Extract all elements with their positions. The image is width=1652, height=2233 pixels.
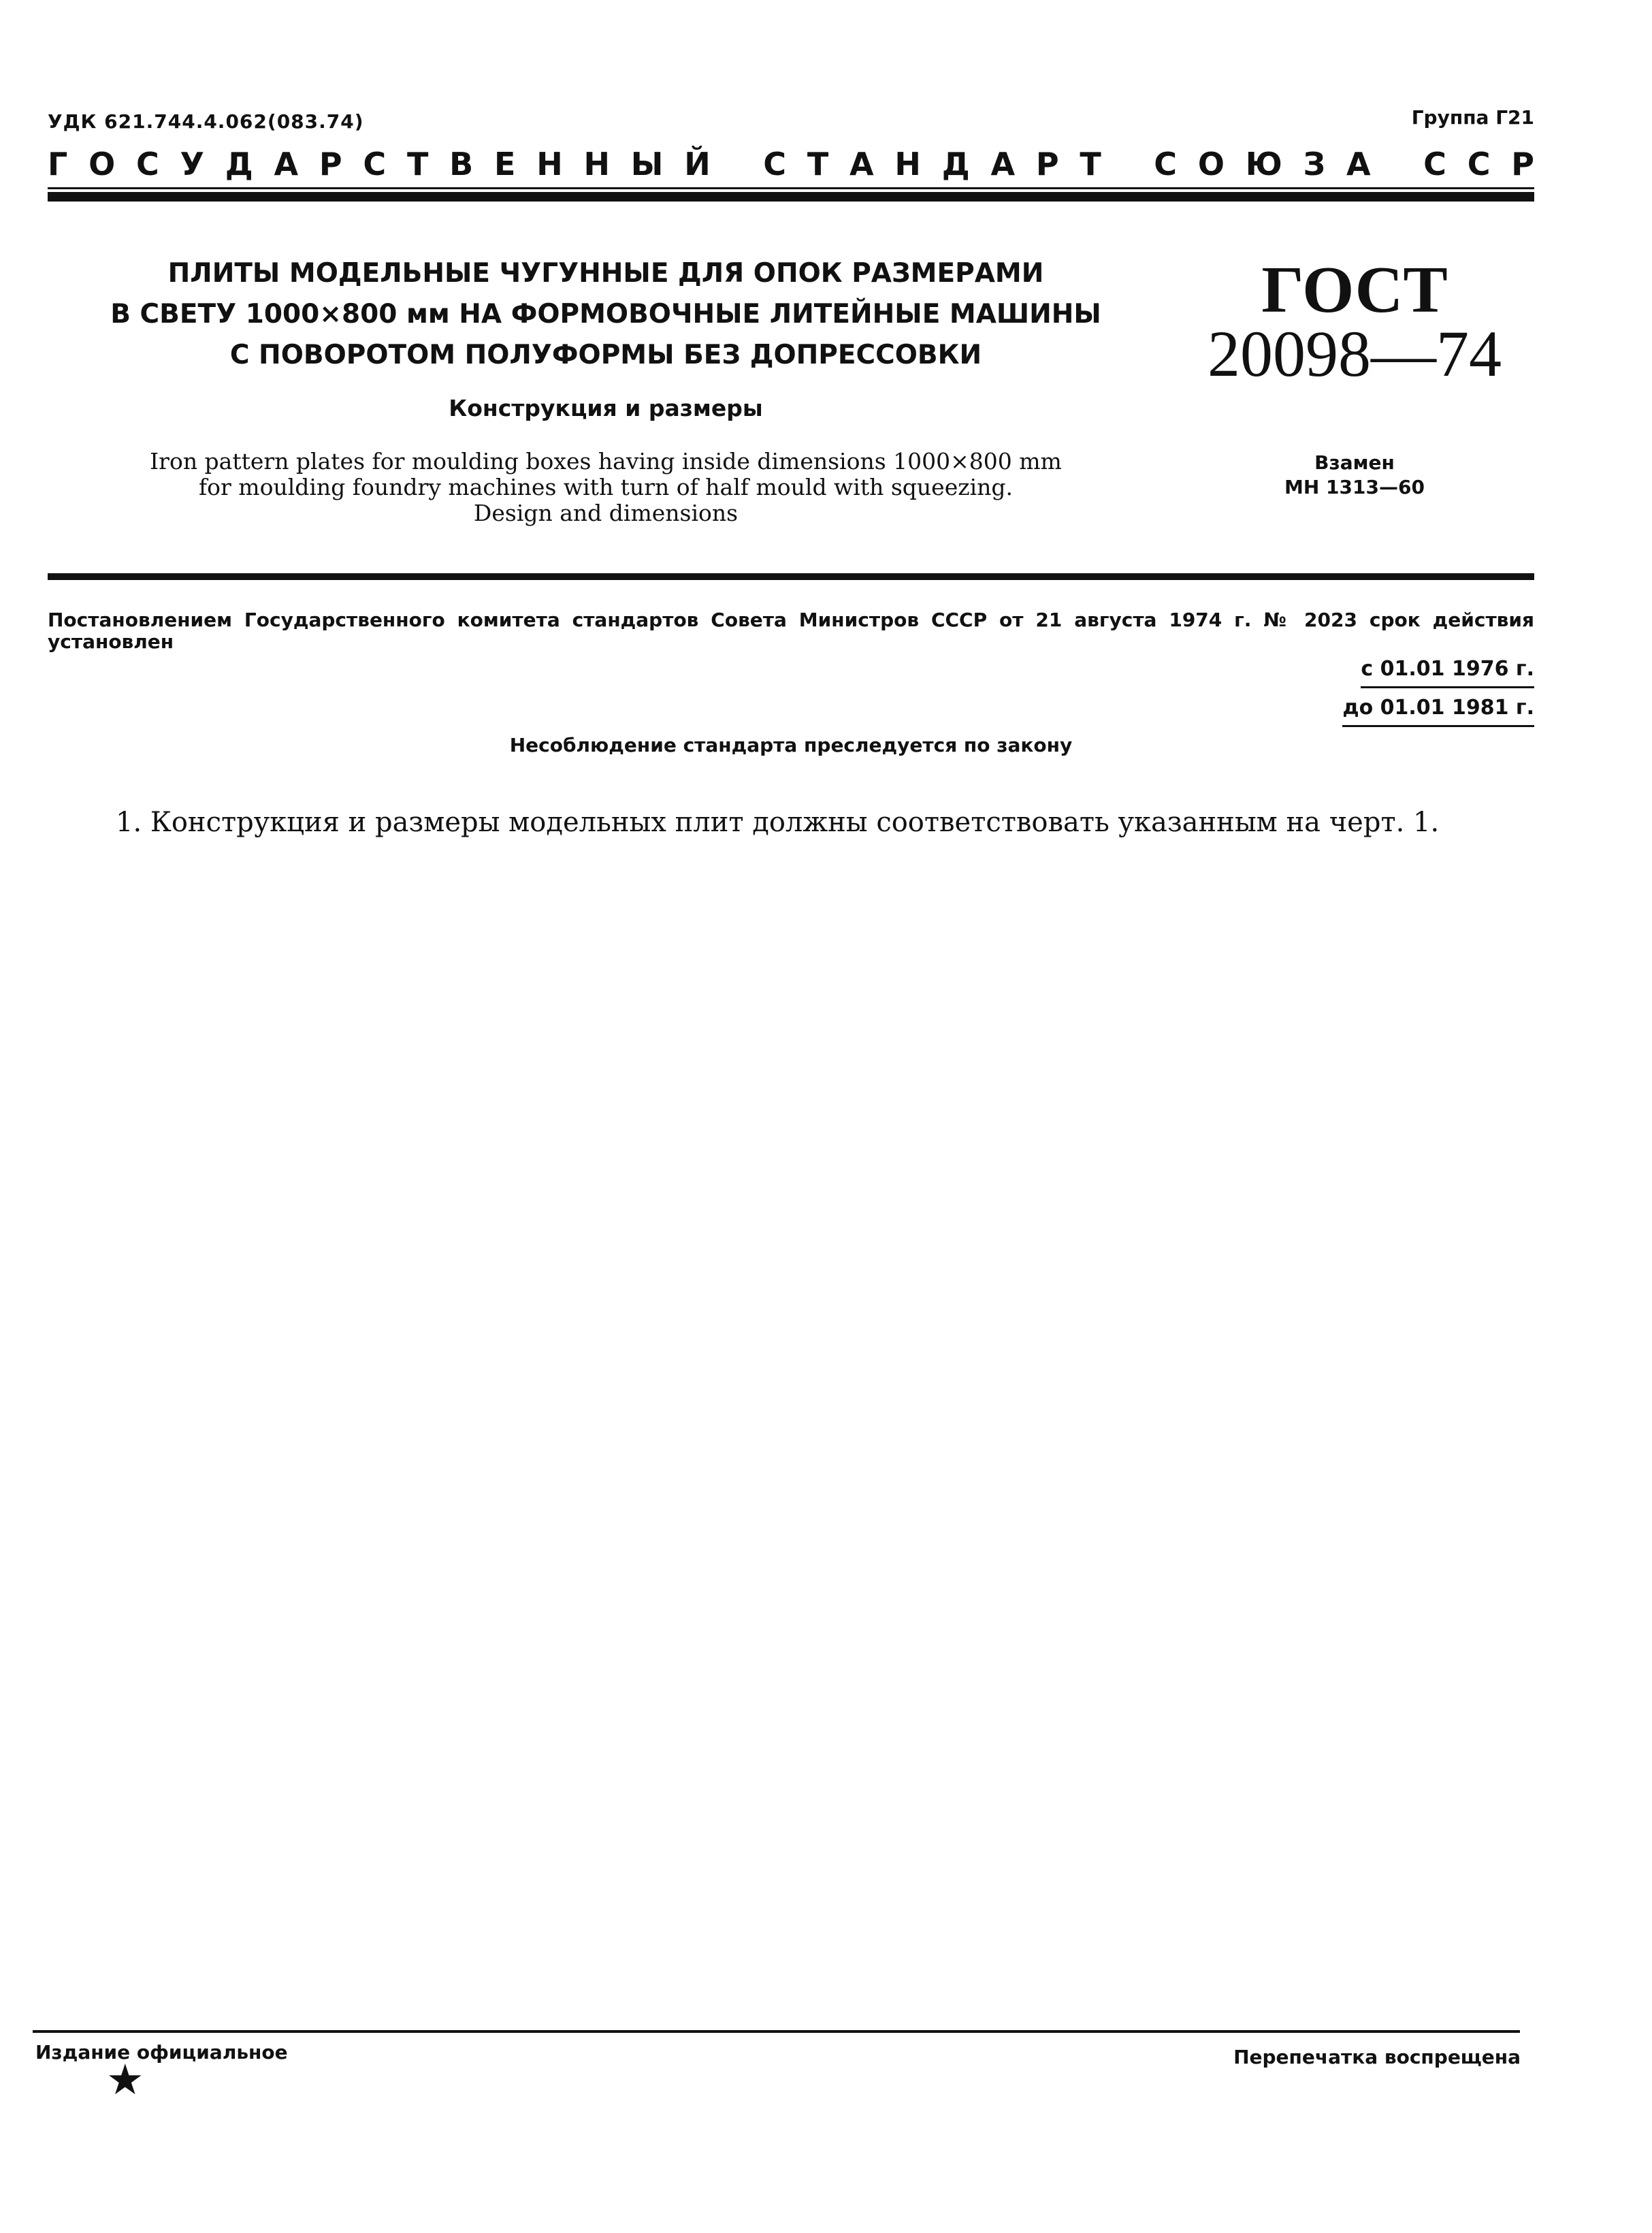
title-en-line-2: for moulding foundry machines with turn of half mould with squeezing. [198,474,1014,500]
banner-letter: Ю [1245,146,1282,182]
banner-letter [732,146,743,182]
banner-letter: А [990,146,1016,182]
official-edition: Издание официальное [35,2041,288,2063]
banner-letter: С [1423,146,1446,182]
banner-letter: О [1197,146,1225,182]
violation-notice: Несоблюдение стандарта преследуется по закону [509,734,1073,756]
banner-letter: С [363,146,387,182]
banner-letter: Р [1511,146,1534,182]
banner-letter: А [849,146,874,182]
banner-letter: С [135,146,159,182]
banner-letter [1122,146,1133,182]
replaces-label: Взамен [1314,451,1395,474]
banner-letter: Т [807,146,829,182]
banner-letter: Д [941,146,970,182]
banner-letter: Р [1035,146,1059,182]
banner-letter: А [1346,146,1371,182]
replaces-value: МН 1313—60 [1284,476,1425,498]
replaces-block [1198,451,1511,500]
header-rule-thick [48,192,1534,202]
banner-letter: Р [319,146,342,182]
section-rule [48,573,1534,580]
banner-letter: С [763,146,787,182]
banner-letter: Н [583,146,610,182]
title-en-line-3: Design and dimensions [473,500,739,526]
gost-number: 20098—74 [1208,317,1502,390]
banner-letter: Д [225,146,253,182]
gost-label: ГОСТ [1261,253,1448,327]
banner-letter [1391,146,1402,182]
banner-letter: В [449,146,474,182]
banner-letter: О [88,146,116,182]
title-line-2: В СВЕТУ 1000×800 мм НА ФОРМОВОЧНЫЕ ЛИТЕЙНЫЕ МАШИНЫ [110,299,1101,330]
title-line-1: ПЛИТЫ МОДЕЛЬНЫЕ ЧУГУННЫЕ ДЛЯ ОПОК РАЗМЕРАМИ [167,258,1044,289]
title-line-3: С ПОВОРОТОМ ПОЛУФОРМЫ БЕЗ ДОПРЕССОВКИ [229,340,982,370]
validity-dates [1342,654,1534,731]
paragraph-1: 1. Конструкция и размеры модельных плит должны соответствовать указанным на черт. 1. [116,807,1440,838]
title-en [75,449,1137,526]
banner-letter: Ы [630,146,664,182]
subtitle-ru: Конструкция и размеры [449,395,763,421]
state-standard-banner [48,146,1534,182]
valid-to: до 01.01 1981 г. [1342,692,1534,727]
banner-letter: А [274,146,299,182]
udk-code: УДК 621.744.4.062(083.74) [48,110,364,133]
banner-letter: Н [536,146,563,182]
banner-letter: С [1154,146,1178,182]
reprint-prohibited: Перепечатка воспрещена [1233,2046,1521,2068]
banner-letter: Т [406,146,429,182]
decree-text: Постановлением Государственного комитета стандартов Совета Министров СССР от 21 августа 1974 г. № 2023 срок действия установлен [48,609,1534,653]
star-icon: ★ [106,2055,144,2104]
group-code: Группа Г21 [1411,106,1534,129]
footer-rule [33,2030,1520,2033]
header-rule-thin [48,187,1534,189]
banner-letter: Й [684,146,711,182]
valid-from: с 01.01 1976 г. [1361,654,1534,688]
banner-letter: Т [1080,146,1101,182]
title-block [75,253,1137,526]
banner-letter: У [180,146,204,182]
banner-letter: Г [48,146,68,182]
banner-letter: Е [493,146,516,182]
title-en-line-1: Iron pattern plates for moulding boxes having inside dimensions 1000×800 mm [150,448,1062,475]
banner-letter: Н [894,146,921,182]
banner-letter: З [1303,146,1326,182]
banner-letter: С [1467,146,1491,182]
